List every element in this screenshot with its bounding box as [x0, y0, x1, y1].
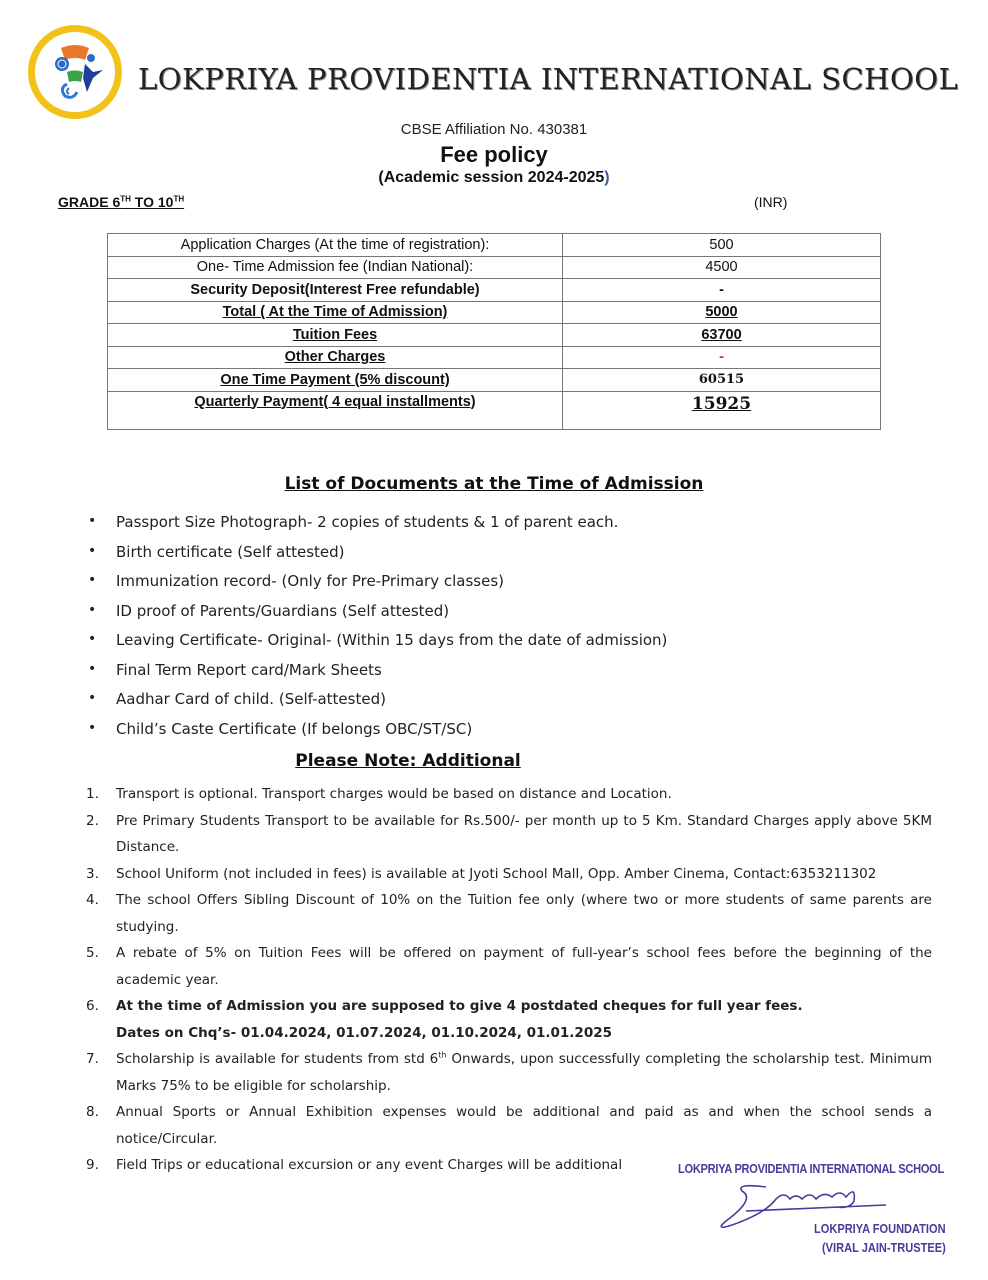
fee-label: [108, 301, 563, 324]
fee-value-text: 5000: [705, 304, 738, 321]
fee-value: -: [563, 279, 881, 302]
notes-list: [86, 781, 932, 1179]
item-text: School Uniform (not included in fees) is available at Jyoti School Mall, Opp. Amber Cinema, Contact:6353211302: [116, 865, 877, 882]
fee-value: [563, 391, 881, 429]
list-item: • Final Term Report card/Mark Sheets: [88, 661, 667, 691]
fee-value: 60515: [563, 369, 881, 392]
fee-label-text: Quarterly Payment( 4 equal installments): [194, 393, 476, 410]
item-number: 7.: [86, 1051, 99, 1067]
fee-value-text: 15925: [691, 393, 752, 414]
page-title: Fee policy: [440, 142, 548, 167]
fee-label-text: Other Charges: [284, 349, 386, 366]
documents-heading: List of Documents at the Time of Admission: [284, 474, 704, 494]
item-number: 1.: [86, 786, 99, 802]
item-text: Scholarship is available for students from std 6: [116, 1051, 439, 1067]
grade-range: [58, 194, 184, 210]
list-item: [86, 1046, 932, 1099]
fee-value: -: [563, 346, 881, 369]
academic-session: [0, 169, 988, 187]
fee-label: [108, 369, 563, 392]
fee-value: [563, 324, 881, 347]
stamp-foundation: LOKPRIYA FOUNDATION: [814, 1221, 946, 1236]
item-text: Field Trips or educational excursion or any event Charges will be additional: [116, 1157, 623, 1173]
fee-value-text: 63700: [701, 326, 742, 343]
trustee-stamp: [676, 1157, 966, 1267]
list-item: • Leaving Certificate- Original- (Within 15 days from the date of admission): [88, 631, 667, 661]
grade-prefix: GRADE 6: [58, 194, 121, 210]
item-text: Annual Sports or Annual Exhibition expenses would be additional and paid as and when the school sends a notice/Circular.: [116, 1104, 932, 1147]
grade-mid: TO 10: [130, 194, 174, 210]
notes-heading: Please Note: Additional: [295, 751, 521, 771]
session-text: (Academic session 2024-2025: [378, 169, 605, 186]
item-number: 6.: [86, 998, 99, 1014]
fee-label-text: One Time Payment (5% discount): [220, 371, 450, 388]
list-item: [86, 781, 932, 808]
fee-table: [107, 233, 881, 430]
stamp-school-name: LOKPRIYA PROVIDENTIA INTERNATIONAL SCHOOL: [678, 1161, 945, 1176]
grade-sup: TH: [120, 194, 131, 204]
fee-label: [108, 391, 563, 429]
table-row: [108, 346, 881, 369]
school-emblem-icon: [35, 32, 115, 112]
table-row: [108, 391, 881, 429]
fee-value: 4500: [563, 256, 881, 279]
documents-list: [88, 513, 667, 749]
table-row: [108, 324, 881, 347]
item-number: 4.: [86, 892, 99, 908]
item-text: At the time of Admission you are supposed to give 4 postdated cheques for full year fees.: [116, 998, 803, 1014]
table-row: [108, 369, 881, 392]
cheque-dates: Dates on Chq’s- 01.04.2024, 01.07.2024, 01.10.2024, 01.01.2025: [116, 1024, 612, 1041]
table-row: [108, 234, 881, 257]
school-logo: [28, 25, 122, 119]
list-item: [86, 808, 932, 861]
ordinal-sup: th: [438, 1050, 447, 1060]
list-item: • Birth certificate (Self attested): [88, 543, 667, 573]
table-row: [108, 279, 881, 302]
session-close-paren: ): [604, 169, 610, 186]
fee-label-text: Tuition Fees: [292, 326, 378, 343]
fee-value: [563, 301, 881, 324]
list-item: [86, 940, 932, 993]
grade-sup: TH: [173, 194, 185, 204]
list-item: • Aadhar Card of child. (Self-attested): [88, 690, 667, 720]
fee-label: Application Charges (At the time of registration):: [108, 234, 563, 257]
school-name: LOKPRIYA PROVIDENTIA INTERNATIONAL SCHOOL: [138, 62, 959, 96]
item-text: A rebate of 5% on Tuition Fees will be offered on payment of full-year’s school fees before the beginning of the academic year.: [116, 945, 932, 988]
list-item: [86, 1099, 932, 1152]
currency-label: (INR): [754, 194, 788, 210]
item-number: 3.: [86, 865, 99, 882]
list-item: • Immunization record- (Only for Pre-Primary classes): [88, 572, 667, 602]
fee-label-text: Total ( At the Time of Admission): [222, 304, 448, 321]
affiliation-number: CBSE Affiliation No. 430381: [400, 121, 588, 138]
table-row: [108, 301, 881, 324]
fee-label: One- Time Admission fee (Indian National):: [108, 256, 563, 279]
item-text: Pre Primary Students Transport to be available for Rs.500/- per month up to 5 Km. Standard Charges apply above 5KM Distance.: [116, 812, 932, 855]
list-item: • ID proof of Parents/Guardians (Self attested): [88, 602, 667, 632]
item-number: 9.: [86, 1157, 99, 1173]
list-item: [86, 887, 932, 940]
list-item: • Child’s Caste Certificate (If belongs OBC/ST/SC): [88, 720, 667, 750]
item-number: 8.: [86, 1104, 99, 1120]
table-row: [108, 256, 881, 279]
fee-label: Security Deposit(Interest Free refundable): [108, 279, 563, 302]
list-item: • Passport Size Photograph- 2 copies of students & 1 of parent each.: [88, 513, 667, 543]
item-number: 2.: [86, 812, 99, 829]
fee-value: 500: [563, 234, 881, 257]
item-number: 5.: [86, 945, 99, 961]
list-item: [86, 993, 932, 1046]
list-item: [86, 861, 932, 888]
fee-label: [108, 324, 563, 347]
item-text: Transport is optional. Transport charges would be based on distance and Location.: [116, 786, 672, 802]
stamp-trustee: (VIRAL JAIN-TRUSTEE): [822, 1240, 946, 1255]
item-text: Onwards, upon successfully completing the scholarship test. Minimum Marks 75% to be eligible for scholarship.: [116, 1051, 933, 1094]
fee-label: [108, 346, 563, 369]
item-text: The school Offers Sibling Discount of 10% on the Tuition fee only (where two or more students of same parents are studying.: [116, 892, 932, 935]
